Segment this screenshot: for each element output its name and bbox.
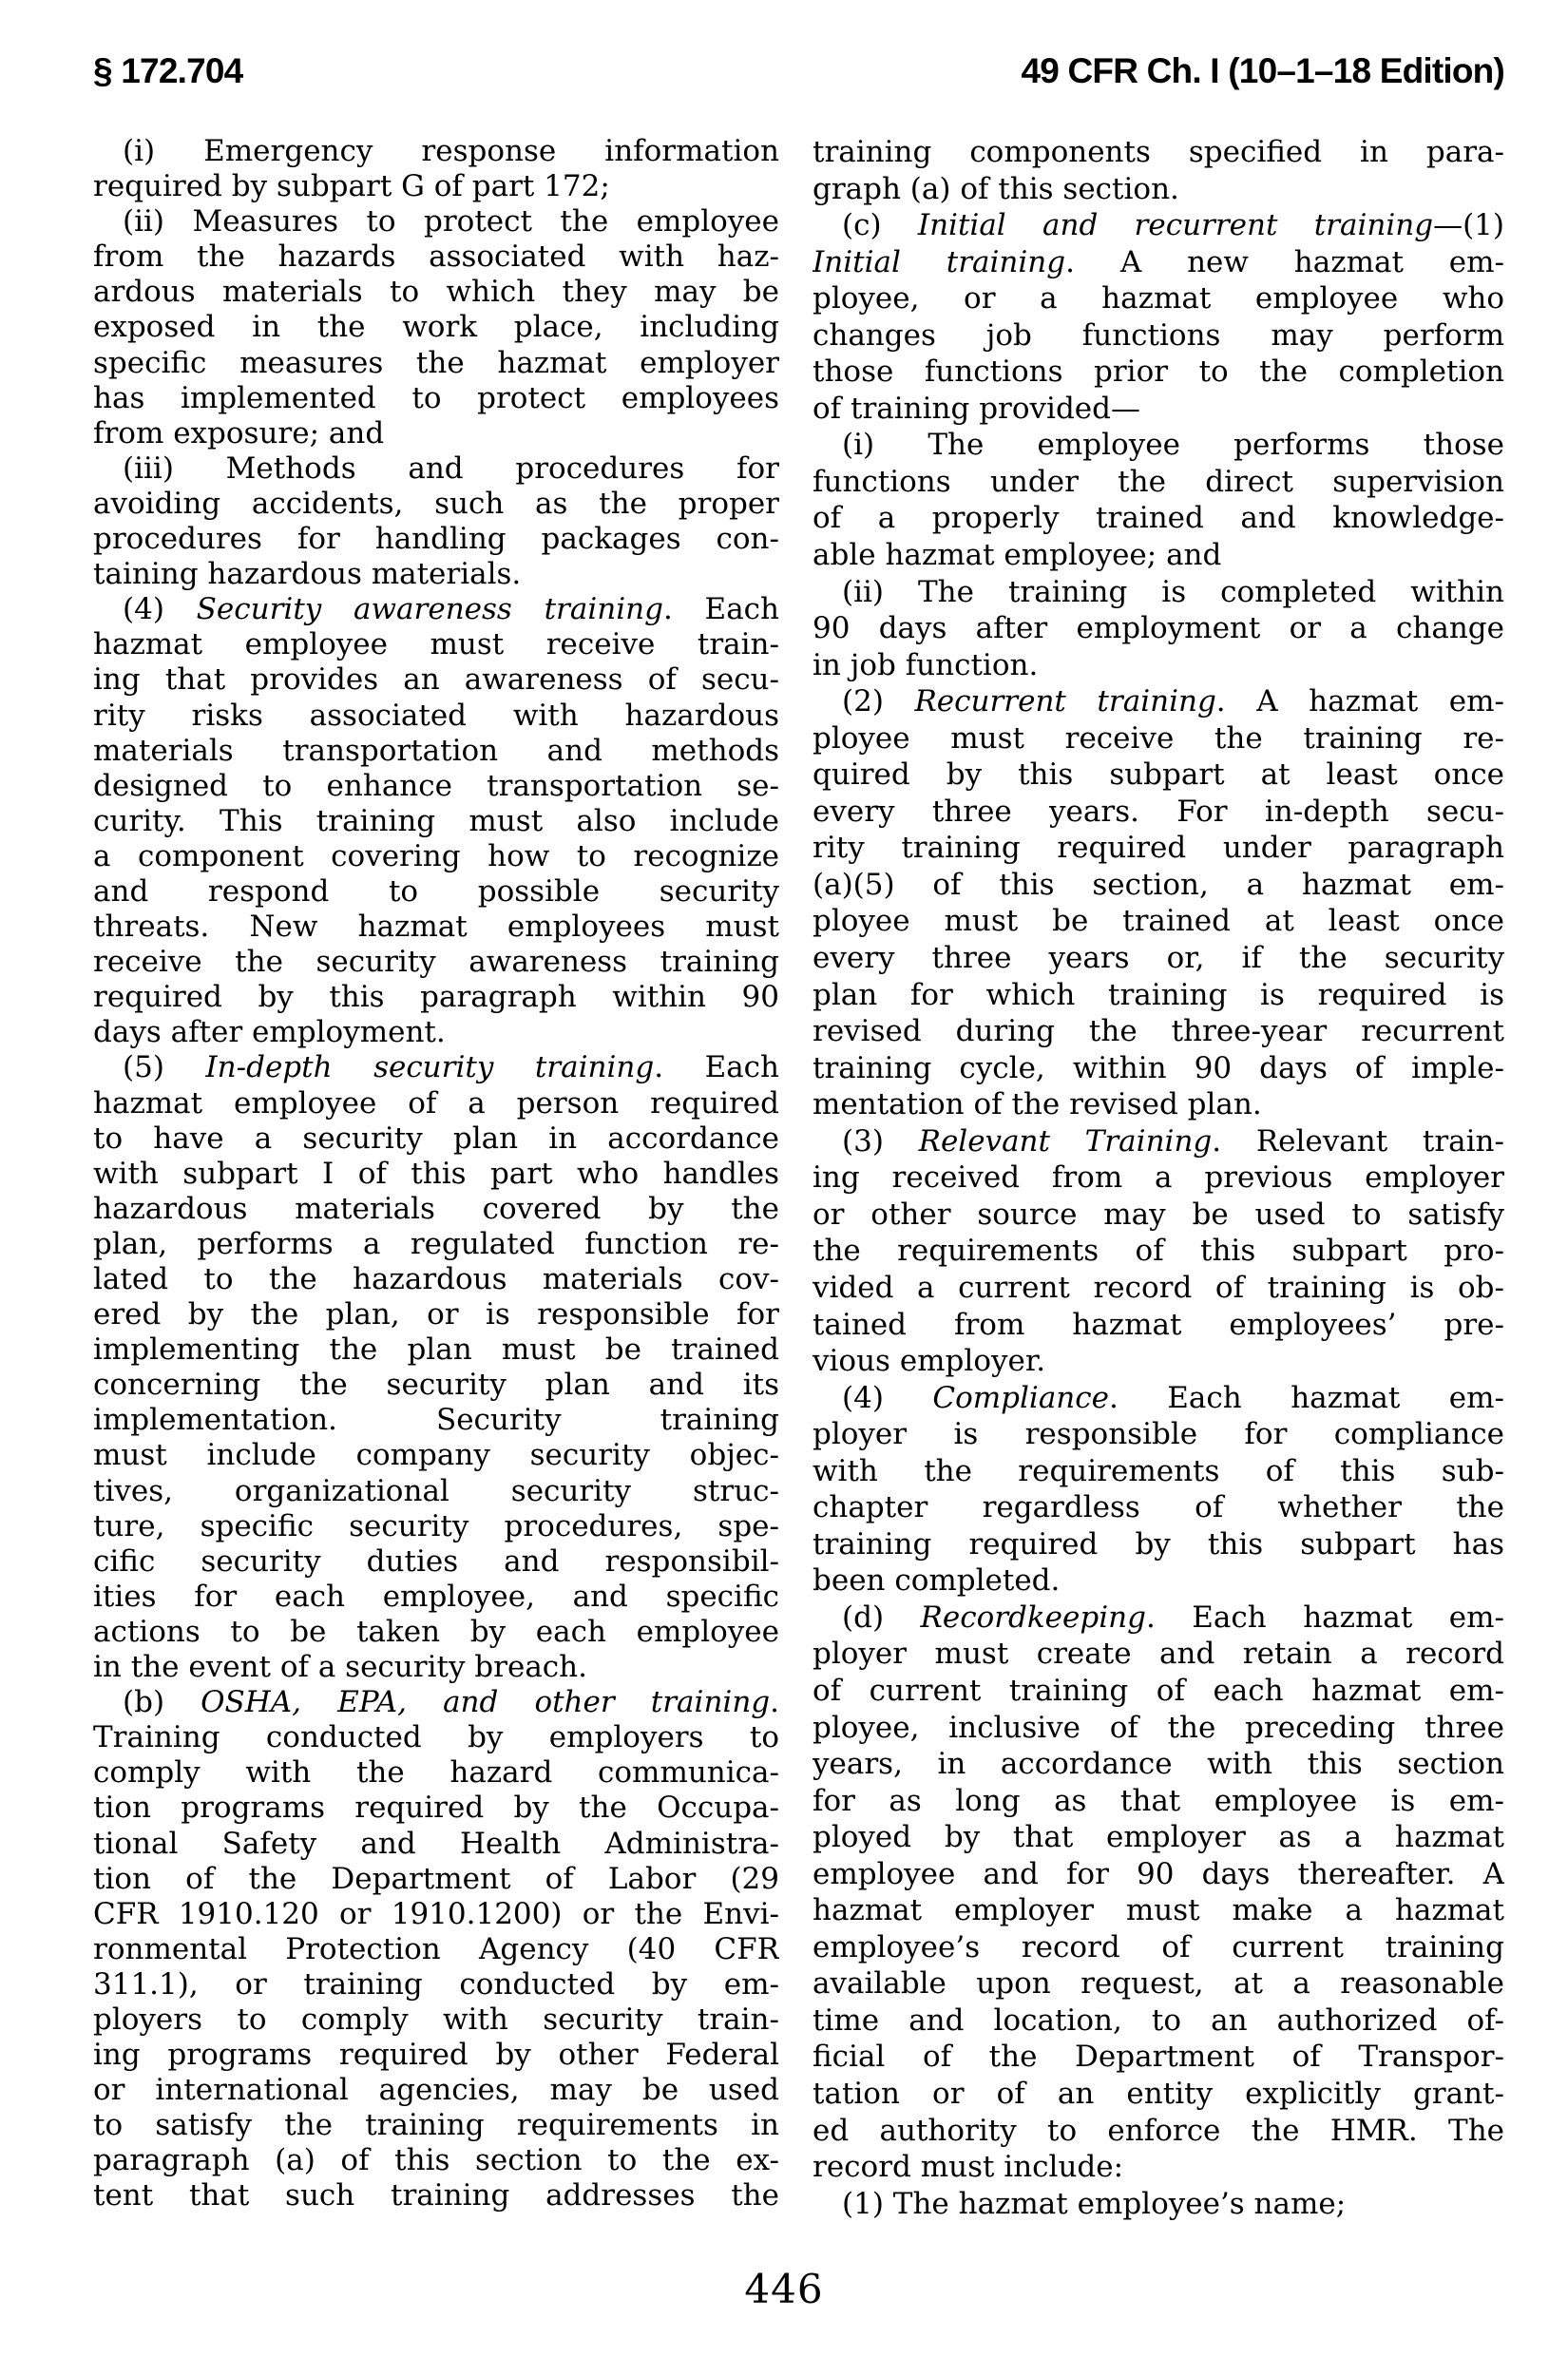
text-segment: (4) — [842, 1380, 933, 1415]
text-segment: able hazmat employee; and — [813, 538, 1222, 573]
text-line — [813, 977, 1504, 1014]
text-line — [93, 1932, 779, 1967]
text-line — [93, 204, 779, 240]
text-segment: with subpart I of this part who handles — [93, 1156, 779, 1191]
text-line — [93, 1474, 779, 1509]
text-segment: tation or of an entity explicitly grant- — [813, 2076, 1504, 2111]
text-line — [93, 769, 779, 804]
text-segment: avoiding accidents, such as the proper — [93, 486, 779, 521]
text-segment: has implemented to protect employees — [93, 380, 779, 415]
right-column — [813, 134, 1504, 2222]
text-segment: receive the security awareness training — [93, 945, 779, 980]
text-segment: rity risks associated with hazardous — [93, 698, 779, 733]
text-segment: tained from hazmat employees’ pre- — [813, 1307, 1504, 1342]
text-segment: 90 days after employment or a change — [813, 611, 1504, 646]
text-line — [813, 1197, 1504, 1234]
text-segment: those functions prior to the completion — [813, 354, 1504, 390]
text-line — [813, 1673, 1504, 1710]
text-segment: of a properly trained and knowledge- — [813, 501, 1504, 536]
text-line — [93, 1791, 779, 1826]
text-segment: with the requirements of this sub- — [813, 1453, 1504, 1488]
text-segment: ronmental Protection Agency (40 CFR — [93, 1931, 779, 1966]
text-segment: specific measures the hazmat employer — [93, 345, 779, 380]
text-segment: hazmat employee must receive train- — [93, 627, 779, 662]
italic-text-segment: Security awareness training — [196, 592, 663, 627]
text-segment: required by this paragraph within 90 — [93, 980, 779, 1015]
text-segment: to have a security plan in accordance — [93, 1121, 779, 1156]
italic-text-segment: Initial and recurrent training — [917, 208, 1434, 243]
text-line — [813, 1562, 1504, 1600]
italic-text-segment: Relevant Training — [918, 1123, 1213, 1159]
text-segment: hazmat employer must make a hazmat — [813, 1893, 1504, 1928]
text-segment: tion programs required by the Occupa- — [93, 1791, 779, 1826]
text-segment: ployee must be trained at least once — [813, 904, 1504, 939]
text-segment: record must include: — [813, 2150, 1124, 2185]
text-line — [813, 903, 1504, 940]
text-segment: years, in accordance with this section — [813, 1747, 1504, 1782]
text-line — [813, 1526, 1504, 1563]
text-line — [813, 940, 1504, 977]
text-line — [813, 537, 1504, 574]
text-line — [93, 487, 779, 522]
text-segment: (i) The employee performs those — [842, 428, 1504, 463]
text-segment: for as long as that employee is em- — [813, 1783, 1504, 1818]
text-line — [813, 500, 1504, 537]
text-line — [93, 1755, 779, 1791]
text-line — [93, 2178, 779, 2213]
text-line — [93, 381, 779, 416]
text-segment: days after employment. — [93, 1015, 446, 1050]
text-segment: ities for each employee, and specific — [93, 1579, 779, 1614]
text-segment: tional Safety and Health Administra- — [93, 1826, 779, 1861]
text-segment: . — [770, 1685, 779, 1720]
italic-text-segment: Compliance — [932, 1380, 1109, 1415]
text-line — [813, 134, 1504, 171]
text-segment: ered by the plan, or is responsible for — [93, 1297, 779, 1332]
text-line — [93, 980, 779, 1015]
text-line — [93, 2143, 779, 2178]
text-segment: revised during the three-year recurrent — [813, 1014, 1504, 1049]
text-line — [93, 839, 779, 874]
text-segment: rity training required under paragraph — [813, 831, 1504, 866]
text-line — [93, 1897, 779, 1932]
text-segment: in the event of a security breach. — [93, 1650, 587, 1685]
text-segment: exposed in the work place, including — [93, 310, 779, 345]
text-segment: comply with the hazard communica- — [93, 1755, 779, 1791]
text-line — [93, 1157, 779, 1192]
text-segment: CFR 1910.120 or 1910.1200) or the Envi- — [93, 1896, 779, 1931]
italic-text-segment: OSHA, EPA, and other training — [201, 1685, 771, 1720]
text-segment: from exposure; and — [93, 415, 385, 450]
text-line — [813, 1013, 1504, 1050]
text-segment: every three years or, if the security — [813, 941, 1504, 976]
text-segment: vided a current record of training is ob- — [813, 1270, 1504, 1305]
text-line — [813, 427, 1504, 464]
text-line — [813, 1489, 1504, 1526]
text-line — [813, 1636, 1504, 1673]
page-number: 446 — [744, 2266, 824, 2312]
text-line — [813, 1746, 1504, 1783]
text-line — [813, 1600, 1504, 1637]
text-segment: hazardous materials covered by the — [93, 1191, 779, 1226]
text-line — [813, 830, 1504, 867]
text-line — [93, 1650, 779, 1685]
italic-text-segment: Recurrent training — [914, 684, 1216, 719]
text-line — [813, 354, 1504, 391]
text-line — [813, 1307, 1504, 1344]
text-segment: ployee must receive the training re- — [813, 720, 1504, 756]
running-head — [93, 51, 1504, 91]
text-segment: (3) — [842, 1123, 919, 1159]
text-segment: . Each hazmat em- — [1108, 1380, 1504, 1415]
text-line — [93, 1827, 779, 1862]
text-segment: (2) — [842, 684, 915, 719]
text-line — [813, 1159, 1504, 1197]
text-line — [813, 574, 1504, 611]
text-line — [93, 1227, 779, 1262]
text-segment: —(1) — [1433, 208, 1504, 243]
text-segment: and respond to possible security — [93, 873, 779, 909]
text-segment: training required by this subpart has — [813, 1526, 1504, 1562]
text-line — [813, 207, 1504, 244]
text-segment: (5) — [123, 1050, 206, 1085]
text-line — [93, 1544, 779, 1580]
text-line — [813, 1856, 1504, 1893]
text-line — [93, 910, 779, 945]
text-line — [93, 1862, 779, 1897]
text-segment: implementation. Security training — [93, 1403, 779, 1438]
text-segment: concerning the security plan and its — [93, 1368, 779, 1403]
text-line — [93, 1403, 779, 1438]
text-line — [813, 867, 1504, 904]
text-line — [813, 391, 1504, 428]
text-segment: ing that provides an awareness of secu- — [93, 662, 779, 698]
text-segment: cific security duties and responsibil- — [93, 1543, 779, 1579]
text-segment: ployee, inclusive of the preceding three — [813, 1710, 1504, 1745]
text-segment: tives, organizational security struc- — [93, 1473, 779, 1508]
text-segment: the requirements of this subpart pro- — [813, 1234, 1504, 1269]
text-line — [813, 1270, 1504, 1307]
text-line — [93, 275, 779, 310]
text-line — [813, 794, 1504, 831]
text-segment: functions under the direct supervision — [813, 464, 1504, 499]
italic-text-segment: In-depth security training — [205, 1050, 655, 1085]
text-line — [813, 1710, 1504, 1747]
text-segment: (4) — [123, 592, 197, 627]
text-segment: to satisfy the training requirements in — [93, 2108, 779, 2143]
text-line — [813, 280, 1504, 317]
text-line — [93, 874, 779, 910]
text-line — [813, 1453, 1504, 1490]
text-line — [813, 1343, 1504, 1380]
text-line — [813, 1783, 1504, 1820]
text-segment: of training provided— — [813, 391, 1140, 426]
text-segment: ployee, or a hazmat employee who — [813, 281, 1504, 316]
text-line — [93, 134, 779, 169]
text-segment: training cycle, within 90 days of imple- — [813, 1050, 1504, 1085]
text-line — [813, 1050, 1504, 1087]
text-line — [93, 1368, 779, 1403]
text-line — [93, 1615, 779, 1650]
text-line — [93, 804, 779, 839]
text-segment: ficial of the Department of Transpor- — [813, 2040, 1504, 2075]
text-line — [813, 317, 1504, 354]
text-line — [93, 945, 779, 980]
text-segment: taining hazardous materials. — [93, 557, 522, 592]
text-segment: (b) — [123, 1685, 201, 1720]
text-line — [93, 2108, 779, 2143]
text-segment: designed to enhance transportation se- — [93, 768, 779, 803]
text-line — [813, 464, 1504, 501]
text-line — [813, 2039, 1504, 2076]
text-line — [93, 2038, 779, 2073]
text-line — [813, 1819, 1504, 1856]
text-segment: mentation of the revised plan. — [813, 1087, 1262, 1122]
text-segment: quired by this subpart at least once — [813, 757, 1504, 793]
text-segment: ing programs required by other Federal — [93, 2038, 779, 2073]
text-line — [93, 346, 779, 381]
text-line — [813, 683, 1504, 720]
text-segment: . Relevant train- — [1212, 1123, 1504, 1159]
text-line — [93, 240, 779, 275]
text-line — [813, 1892, 1504, 1929]
text-line — [93, 1580, 779, 1615]
text-segment: (c) — [842, 208, 918, 243]
text-segment: implementing the plan must be trained — [93, 1332, 779, 1368]
text-line — [93, 1015, 779, 1050]
text-segment: hazmat employee of a person required — [93, 1085, 779, 1121]
text-segment: ployer must create and retain a record — [813, 1637, 1504, 1672]
text-line — [93, 1262, 779, 1297]
text-line — [813, 757, 1504, 794]
section-number: § 172.704 — [93, 51, 243, 90]
text-segment: (1) The hazmat employee’s name; — [842, 2186, 1347, 2221]
text-line — [93, 1192, 779, 1227]
text-segment: vious employer. — [813, 1344, 1046, 1379]
text-line — [93, 1050, 779, 1085]
text-line — [93, 1332, 779, 1368]
text-segment: plan, performs a regulated function re- — [93, 1226, 779, 1261]
text-segment: ardous materials to which they may be — [93, 275, 779, 310]
text-segment: must include company security objec- — [93, 1438, 779, 1473]
text-line — [813, 1123, 1504, 1160]
text-line — [93, 2002, 779, 2038]
text-line — [813, 1380, 1504, 1417]
text-segment: employee and for 90 days thereafter. A — [813, 1856, 1504, 1891]
text-line — [813, 610, 1504, 647]
text-segment: (ii) The training is completed within — [842, 574, 1504, 609]
text-line — [93, 451, 779, 487]
text-line — [813, 1965, 1504, 2002]
text-segment: graph (a) of this section. — [813, 171, 1179, 206]
edition-header: 49 CFR Ch. I (10–1–18 Edition) — [1021, 51, 1504, 90]
text-line — [93, 557, 779, 592]
text-segment: procedures for handling packages con- — [93, 522, 779, 557]
text-segment: materials transportation and methods — [93, 733, 779, 768]
text-line — [813, 244, 1504, 281]
text-segment: threats. New hazmat employees must — [93, 910, 779, 945]
text-segment: . A hazmat em- — [1215, 684, 1504, 719]
text-segment: employee’s record of current training — [813, 1929, 1504, 1964]
text-segment: (d) — [842, 1600, 921, 1635]
text-segment: lated to the hazardous materials cov- — [93, 1262, 779, 1296]
text-segment: tion of the Department of Labor (29 — [93, 1861, 779, 1896]
text-line — [93, 416, 779, 451]
text-line — [93, 1967, 779, 2002]
text-line — [93, 627, 779, 662]
text-line — [93, 1297, 779, 1332]
text-segment: actions to be taken by each employee — [93, 1614, 779, 1649]
text-segment: . A new hazmat em- — [1065, 244, 1504, 279]
text-line — [813, 647, 1504, 684]
italic-text-segment: Recordkeeping — [920, 1600, 1146, 1635]
left-column — [93, 134, 779, 2214]
text-segment: ployers to comply with security train- — [93, 2002, 779, 2037]
text-segment: or international agencies, may be used — [93, 2073, 779, 2108]
text-segment: paragraph (a) of this section to the ex- — [93, 2143, 779, 2178]
text-line — [813, 1086, 1504, 1123]
italic-text-segment: Initial training — [813, 244, 1066, 279]
text-line — [813, 1929, 1504, 1966]
text-segment: ture, specific security procedures, spe- — [93, 1508, 779, 1543]
text-line — [93, 1509, 779, 1544]
text-segment: of current training of each hazmat em- — [813, 1673, 1504, 1708]
text-line — [813, 171, 1504, 208]
text-line — [93, 1685, 779, 1720]
text-line — [813, 2113, 1504, 2150]
text-segment: ployer is responsible for compliance — [813, 1417, 1504, 1452]
text-segment: required by subpart G of part 172; — [93, 169, 610, 204]
text-segment: . Each — [662, 592, 779, 627]
text-segment: (i) Emergency response information — [123, 134, 779, 168]
text-segment: ployed by that employer as a hazmat — [813, 1820, 1504, 1855]
text-segment: changes job functions may perform — [813, 317, 1504, 353]
text-line — [93, 2073, 779, 2108]
text-segment: (iii) Methods and procedures for — [123, 450, 779, 486]
text-line — [93, 1438, 779, 1473]
text-line — [93, 522, 779, 557]
text-segment: . Each — [654, 1050, 779, 1085]
text-segment: plan for which training is required is — [813, 977, 1504, 1012]
text-line — [813, 2149, 1504, 2186]
text-segment: ed authority to enforce the HMR. The — [813, 2113, 1504, 2148]
text-line — [813, 1233, 1504, 1270]
text-segment: ing received from a previous employer — [813, 1160, 1504, 1196]
text-line — [813, 2076, 1504, 2113]
text-line — [93, 662, 779, 698]
text-line — [813, 2186, 1504, 2223]
text-line — [93, 310, 779, 345]
text-segment: been completed. — [813, 1563, 1061, 1599]
text-line — [93, 1720, 779, 1755]
text-line — [813, 1416, 1504, 1453]
text-segment: training components specified in para- — [813, 135, 1504, 169]
text-segment: from the hazards associated with haz- — [93, 240, 779, 275]
text-segment: tent that such training addresses the — [93, 2178, 779, 2213]
text-segment: a component covering how to recognize — [93, 838, 779, 873]
text-segment: curity. This training must also include — [93, 803, 779, 838]
text-segment: chapter regardless of whether the — [813, 1490, 1504, 1525]
text-segment: . Each hazmat em- — [1145, 1600, 1504, 1635]
text-segment: (ii) Measures to protect the employee — [123, 204, 779, 240]
text-line — [93, 1121, 779, 1157]
text-segment: time and location, to an authorized of- — [813, 2002, 1504, 2038]
text-line — [93, 734, 779, 769]
text-line — [813, 720, 1504, 757]
text-segment: (a)(5) of this section, a hazmat em- — [813, 867, 1504, 902]
text-line — [93, 1086, 779, 1121]
text-line — [813, 2002, 1504, 2040]
text-line — [93, 169, 779, 204]
text-segment: Training conducted by employers to — [93, 1720, 779, 1755]
text-segment: every three years. For in-depth secu- — [813, 794, 1504, 829]
text-line — [93, 592, 779, 627]
text-segment: 311.1), or training conducted by em- — [93, 1966, 779, 2002]
text-segment: or other source may be used to satisfy — [813, 1197, 1504, 1232]
text-line — [93, 699, 779, 734]
text-segment: available upon request, at a reasonable — [813, 1966, 1504, 2002]
text-segment: in job function. — [813, 647, 1039, 682]
